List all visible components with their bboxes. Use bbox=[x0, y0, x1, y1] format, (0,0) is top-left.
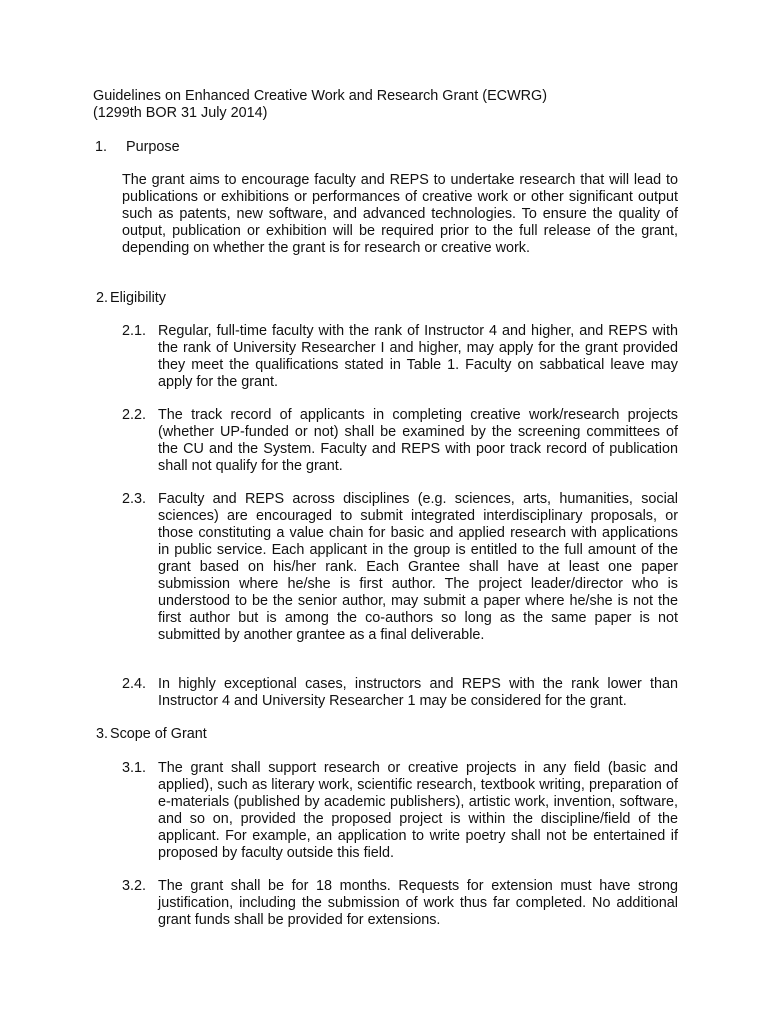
section-1-body: The grant aims to encourage faculty and REPS to undertake research that will lead to publications or exhibitions or performances of creative work or other significant output such as patents, new software, and advanced technologies. To ensure the quality of output, publication or exhibition will be required prior to the full release of the grant, depending on whether the grant is for research or creative work. bbox=[122, 172, 678, 256]
section-2-title: Eligibility bbox=[110, 290, 166, 306]
item-3-1-text: The grant shall support research or creative projects in any field (basic and applied), such as literary work, scientific research, textbook writing, preparation of e-materials (published by academic publishers), artistic work, invention, software, and so on, provided the proposed project is within the discipline/field of the applicant. For example, an application to write poetry shall not be entertained if proposed by faculty outside this field. bbox=[158, 760, 678, 861]
section-1-heading bbox=[95, 139, 180, 156]
item-2-3-text: Faculty and REPS across disciplines (e.g. sciences, arts, humanities, social sciences) are encouraged to submit integrated interdisciplinary proposals, or those constituting a value chain for basic and applied research with applications in public service. Each applicant in the group is entitled to the full amount of the grant based on his/her rank. Each Grantee shall have at least one paper submission where he/she is first author. The project leader/director who is understood to be the senior author, may submit a paper where he/she is not the first author but is among the co-authors so long as the same paper is not submitted by another grantee as a final deliverable. bbox=[158, 491, 678, 643]
item-2-4-number: 2.4. bbox=[122, 676, 147, 692]
item-2-1-number: 2.1. bbox=[122, 323, 147, 339]
section-2-heading bbox=[96, 290, 166, 307]
item-2-1 bbox=[122, 323, 678, 391]
item-3-2-number: 3.2. bbox=[122, 878, 147, 894]
item-2-3-number: 2.3. bbox=[122, 491, 147, 507]
section-3-heading bbox=[96, 726, 207, 743]
item-2-1-text: Regular, full-time faculty with the rank of Instructor 4 and higher, and REPS with the rank of University Researcher I and higher, may apply for the grant provided they meet the qualifications stated in Table 1. Faculty on sabbatical leave may apply for the grant. bbox=[158, 323, 678, 390]
section-3-number: 3. bbox=[96, 726, 109, 742]
item-3-1-number: 3.1. bbox=[122, 760, 147, 776]
item-2-4-text: In highly exceptional cases, instructors and REPS with the rank lower than Instructor 4 and University Researcher 1 may be considered for the grant. bbox=[158, 676, 678, 709]
item-2-4 bbox=[122, 676, 678, 710]
item-3-2 bbox=[122, 878, 678, 929]
section-3-title: Scope of Grant bbox=[110, 726, 207, 742]
item-3-1 bbox=[122, 760, 678, 862]
item-2-3 bbox=[122, 491, 678, 644]
title-line-1: Guidelines on Enhanced Creative Work and Research Grant (ECWRG) bbox=[93, 88, 548, 104]
item-2-2-text: The track record of applicants in completing creative work/research projects (whether UP-funded or not) shall be examined by the screening committees of the CU and the System. Faculty and REPS with poor track record of publication shall not qualify for the grant. bbox=[158, 407, 678, 474]
title-line-2: (1299th BOR 31 July 2014) bbox=[93, 105, 268, 121]
section-1-title: Purpose bbox=[126, 139, 180, 155]
section-2-number: 2. bbox=[96, 290, 109, 306]
section-1-number: 1. bbox=[95, 139, 108, 155]
document-title bbox=[93, 88, 693, 122]
item-2-2 bbox=[122, 407, 678, 475]
item-3-2-text: The grant shall be for 18 months. Requests for extension must have strong justification, including the submission of work thus far completed. No additional grant funds shall be provided for extensions. bbox=[158, 878, 678, 928]
item-2-2-number: 2.2. bbox=[122, 407, 147, 423]
